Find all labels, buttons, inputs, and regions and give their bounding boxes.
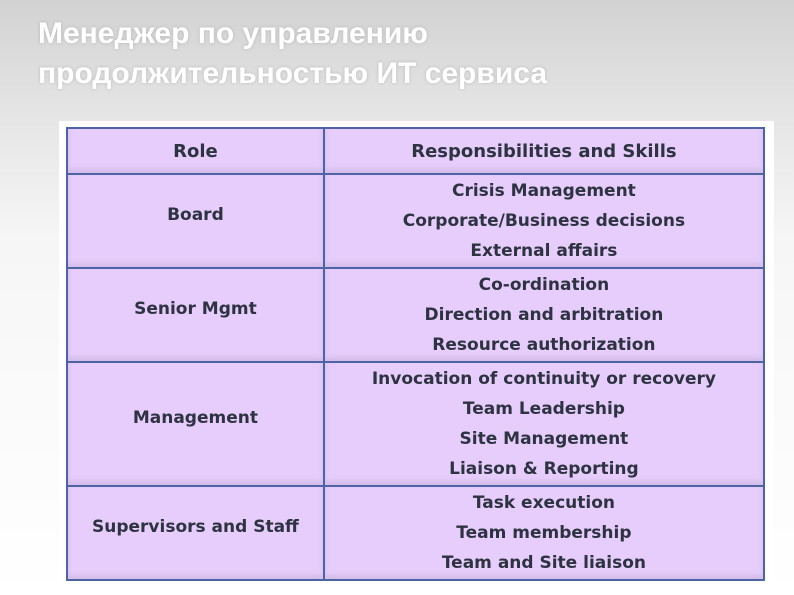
role-cell [67,174,324,268]
responsibility-item: Team Leadership [462,399,625,419]
responsibilities-cell [324,174,764,268]
responsibilities-cell [324,268,764,362]
responsibility-item: Site Management [459,429,629,449]
role-cell [67,268,324,362]
responsibility-item: Team membership [456,523,632,543]
responsibility-item: Invocation of continuity or recovery [371,369,716,389]
slide-title [38,14,758,94]
table-image-panel [59,121,774,595]
role-label-supervisors-staff: Supervisors and Staff [91,517,299,537]
header-responsibilities: Responsibilities and Skills [324,128,764,174]
header-role: Role [67,128,324,174]
table-row [67,362,764,486]
responsibility-item: Direction and arbitration [424,305,664,325]
table-row [67,486,764,580]
role-label-senior-mgmt: Senior Mgmt [134,299,257,319]
roles-table [66,127,765,581]
responsibilities-cell [324,486,764,580]
responsibility-item: Crisis Management [452,181,636,201]
responsibility-item: Corporate/Business decisions [402,211,686,231]
role-cell [67,486,324,580]
slide-title-line-2: продолжительностью ИТ сервиса [38,57,548,90]
role-label-board: Board [167,205,224,225]
role-label-management: Management [132,408,258,428]
responsibility-item: Team and Site liaison [441,553,646,573]
responsibility-item: Task execution [472,493,615,513]
table-header-row [67,128,764,174]
role-cell [67,362,324,486]
responsibility-item: Liaison & Reporting [449,459,639,479]
table-row [67,174,764,268]
slide-title-line-1: Менеджер по управлению [38,17,428,50]
responsibility-item: External affairs [470,241,618,261]
responsibility-item: Resource authorization [432,335,656,355]
responsibilities-cell [324,362,764,486]
responsibility-item: Co-ordination [478,275,610,295]
table-row [67,268,764,362]
